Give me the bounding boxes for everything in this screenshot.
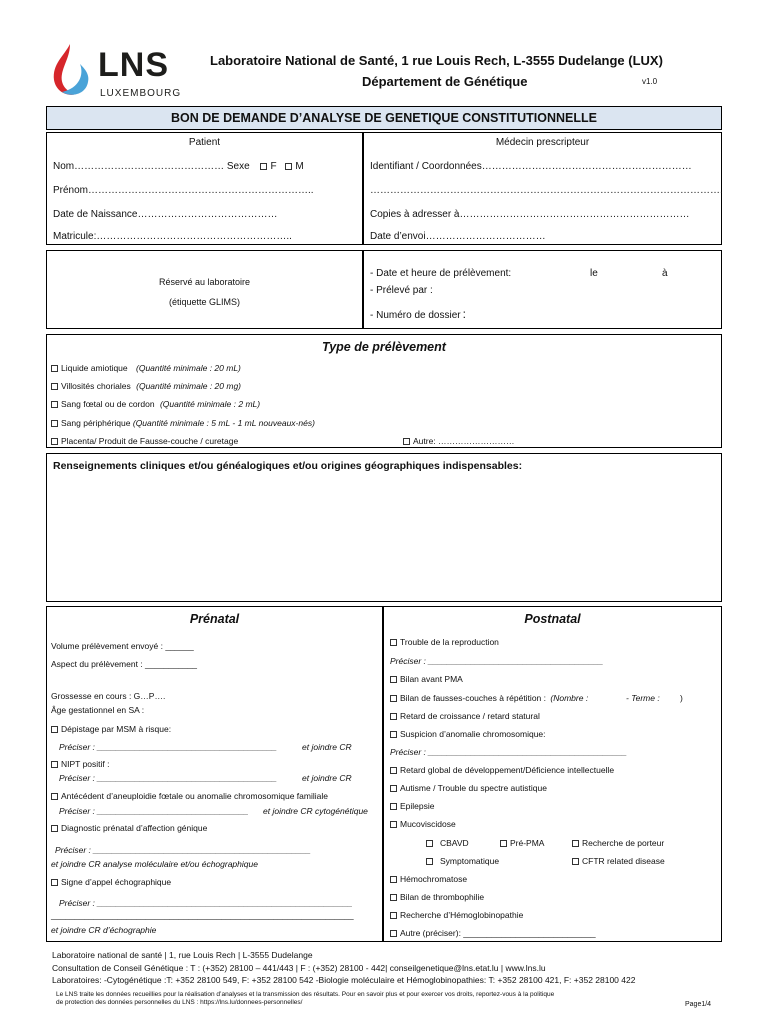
sexe-m-checkbox[interactable]: M <box>285 161 303 172</box>
header-department: Département de Génétique <box>362 74 528 89</box>
prenatal-heading: Prénatal <box>189 612 240 626</box>
trouble-preciser-field[interactable]: Préciser : _____________________________________ <box>390 656 604 666</box>
type-prelevement-heading: Type de prélèvement <box>322 340 446 354</box>
fausses-close-label: ) <box>680 693 683 703</box>
footer-laboratoires: Laboratoires: -Cytogénétique :T: +352 28100 549, F: +352 28100 542 -Biologie moléculaire et Hémoglobinopathies: T: +352 28100 421, F: +352 28100 422 <box>52 975 636 985</box>
logo-text: LNS <box>98 46 169 84</box>
signe-joindre-label: et joindre CR d’échographie <box>51 925 157 935</box>
patient-nom-field[interactable] <box>53 161 304 172</box>
reserve-box <box>46 250 363 329</box>
medecin-box <box>363 132 722 245</box>
retard-croissance-checkbox[interactable]: Retard de croissance / retard statural <box>390 711 540 721</box>
diagnostic-joindre-label: et joindre CR analyse moléculaire et/ou échographique <box>51 859 258 869</box>
date-le-label: le <box>590 268 598 279</box>
age-gestationnel-field[interactable]: Âge gestationnel en SA : <box>51 705 145 715</box>
preleve-par-field[interactable]: - Prélevé par : <box>370 285 433 296</box>
hemochromatose-checkbox[interactable]: Hémochromatose <box>390 874 467 884</box>
medecin-extra-field[interactable]: ……………………………………………………………………………………………. <box>370 185 723 196</box>
medecin-envoi-field[interactable]: Date d’envoi……………………………… <box>370 231 546 242</box>
medecin-copies-field[interactable]: Copies à adresser à…………………………………………………………… <box>370 209 690 220</box>
hemoglobinopathie-checkbox[interactable]: Recherche d’Hémoglobinopathie <box>390 910 523 920</box>
aspect-field[interactable]: Aspect du prélèvement : ___________ <box>51 659 198 669</box>
patient-naissance-field[interactable]: Date de Naissance…………………………………… <box>53 209 278 220</box>
nom-label: Nom……………………………………… Sexe <box>53 161 250 172</box>
page-number: Page1/4 <box>685 1001 712 1008</box>
signe-preciser-field[interactable]: Préciser : ______________________________________________________ <box>59 898 353 908</box>
patient-heading: Patient <box>188 137 221 148</box>
nipt-joindre-label: et joindre CR <box>302 773 352 783</box>
cbavd-checkbox[interactable]: CBAVD <box>426 838 469 848</box>
depistage-checkbox[interactable]: Dépistage par MSM à risque: <box>51 724 171 734</box>
pre-pma-checkbox[interactable]: Pré-PMA <box>500 838 544 848</box>
renseignements-label: Renseignements cliniques et/ou généalogiques et/ou origines géographiques indispensables: <box>53 460 523 472</box>
footer-privacy-link: de protection des données personnelles du LNS : https://lns.lu/donnees-personnelles/ <box>56 999 303 1006</box>
grossesse-field[interactable]: Grossesse en cours : G…P…. <box>51 691 166 701</box>
diagnostic-preciser-field[interactable]: Préciser : ______________________________________________ <box>55 845 311 855</box>
antecedent-joindre-label: et joindre CR cytogénétique <box>263 806 368 816</box>
liquide-amniotique-checkbox[interactable]: Liquide amiotique (Quantité minimale : 20 mL) <box>51 363 241 373</box>
antecedent-checkbox[interactable]: Antécédent d’aneuploidie fœtale ou anomalie chromosomique familiale <box>51 791 328 801</box>
diagnostic-checkbox[interactable]: Diagnostic prénatal d’affection génique <box>51 823 207 833</box>
type-prelevement-box <box>46 334 722 448</box>
prelevement-info-box <box>363 250 722 329</box>
nipt-checkbox[interactable]: NIPT positif : <box>51 759 110 769</box>
prenatal-box <box>46 606 383 942</box>
suspicion-checkbox[interactable]: Suspicion d’anomalie chromosomique: <box>390 729 546 739</box>
fausses-couches-checkbox[interactable]: Bilan de fausses-couches à répétition : (Nombre : <box>390 693 588 703</box>
logo-drop-icon <box>46 42 92 98</box>
symptomatique-checkbox[interactable]: Symptomatique <box>426 856 499 866</box>
version-label: v1.0 <box>642 77 658 86</box>
depistage-joindre-label: et joindre CR <box>302 742 352 752</box>
form-title: BON DE DEMANDE D’ANALYSE DE GENETIQUE CONSTITUTIONNELLE <box>46 106 722 130</box>
trouble-reproduction-checkbox[interactable]: Trouble de la reproduction <box>390 637 499 647</box>
footer-address: Laboratoire national de santé | 1, rue Louis Rech | L-3555 Dudelange <box>52 950 313 960</box>
sang-foetal-checkbox[interactable]: Sang fœtal ou de cordon (Quantité minimale : 2 mL) <box>51 399 260 409</box>
retard-global-checkbox[interactable]: Retard global de développement/Déficience intellectuelle <box>390 765 614 775</box>
suspicion-preciser-field[interactable]: Préciser : __________________________________________ <box>390 747 627 757</box>
volume-field[interactable]: Volume prélèvement envoyé : ______ <box>51 641 194 651</box>
autre-postnatal-checkbox[interactable]: Autre (préciser): ____________________________ <box>390 928 596 938</box>
thrombophilie-checkbox[interactable]: Bilan de thrombophilie <box>390 892 484 902</box>
patient-prenom-field[interactable]: Prénom………………………………………………………….. <box>53 185 314 196</box>
medecin-identifiant-field[interactable]: Identifiant / Coordonnées……………………………………………………… <box>370 161 692 172</box>
medecin-heading: Médecin prescripteur <box>495 137 590 148</box>
numero-dossier-field[interactable]: - Numéro de dossier : <box>370 307 466 321</box>
autre-prelevement-checkbox[interactable]: Autre: ……………………… <box>403 436 515 446</box>
signe-appel-checkbox[interactable]: Signe d’appel échographique <box>51 877 171 887</box>
sang-peripherique-checkbox[interactable]: Sang périphérique (Quantité minimale : 5 mL - 1 mL nouveaux-nés) <box>51 418 315 428</box>
mucoviscidose-checkbox[interactable]: Mucoviscidose <box>390 819 456 829</box>
logo-subtext: LUXEMBOURG <box>100 88 182 99</box>
date-a-label: à <box>662 268 668 279</box>
placenta-checkbox[interactable]: Placenta/ Produit de Fausse-couche / curetage <box>51 436 238 446</box>
postnatal-box <box>383 606 722 942</box>
signe-extra-line[interactable]: ________________________________________________________________ <box>51 910 354 920</box>
recherche-porteur-checkbox[interactable]: Recherche de porteur <box>572 838 664 848</box>
patient-box <box>46 132 363 245</box>
footer-privacy-note: Le LNS traite les données recueillies pour la réalisation d’analyses et la transmission des résultats. Pour en savoir plus et pour exercer vos droits, reportez-vous à la politique <box>56 991 555 998</box>
nipt-preciser-field[interactable]: Préciser : ______________________________________ <box>59 773 277 783</box>
header-title: Laboratoire National de Santé, 1 rue Louis Rech, L-3555 Dudelange (LUX) <box>210 53 663 68</box>
cftr-checkbox[interactable]: CFTR related disease <box>572 856 665 866</box>
autisme-checkbox[interactable]: Autisme / Trouble du spectre autistique <box>390 783 547 793</box>
bilan-pma-checkbox[interactable]: Bilan avant PMA <box>390 674 463 684</box>
postnatal-heading: Postnatal <box>524 612 581 626</box>
patient-matricule-field[interactable]: Matricule:………………………………………………….. <box>53 231 292 242</box>
sexe-f-checkbox[interactable]: F <box>260 161 276 172</box>
reserve-glims-label: (étiquette GLIMS) <box>168 297 241 307</box>
depistage-preciser-field[interactable]: Préciser : ______________________________________ <box>59 742 277 752</box>
date-prelevement-field[interactable]: - Date et heure de prélèvement: <box>370 268 512 279</box>
epilepsie-checkbox[interactable]: Epilepsie <box>390 801 435 811</box>
reserve-label: Réservé au laboratoire <box>158 277 251 287</box>
footer-consultation: Consultation de Conseil Génétique : T : (+352) 28100 – 441/443 | F : (+352) 28100 - 442| conseilgenetique@lns.etat.lu | www.lns.lu <box>52 963 546 973</box>
terme-field[interactable]: - Terme : <box>626 693 660 703</box>
renseignements-box[interactable] <box>46 453 722 602</box>
antecedent-preciser-field[interactable]: Préciser : ________________________________ <box>59 806 249 816</box>
villosites-checkbox[interactable]: Villosités choriales (Quantité minimale : 20 mg) <box>51 381 241 391</box>
